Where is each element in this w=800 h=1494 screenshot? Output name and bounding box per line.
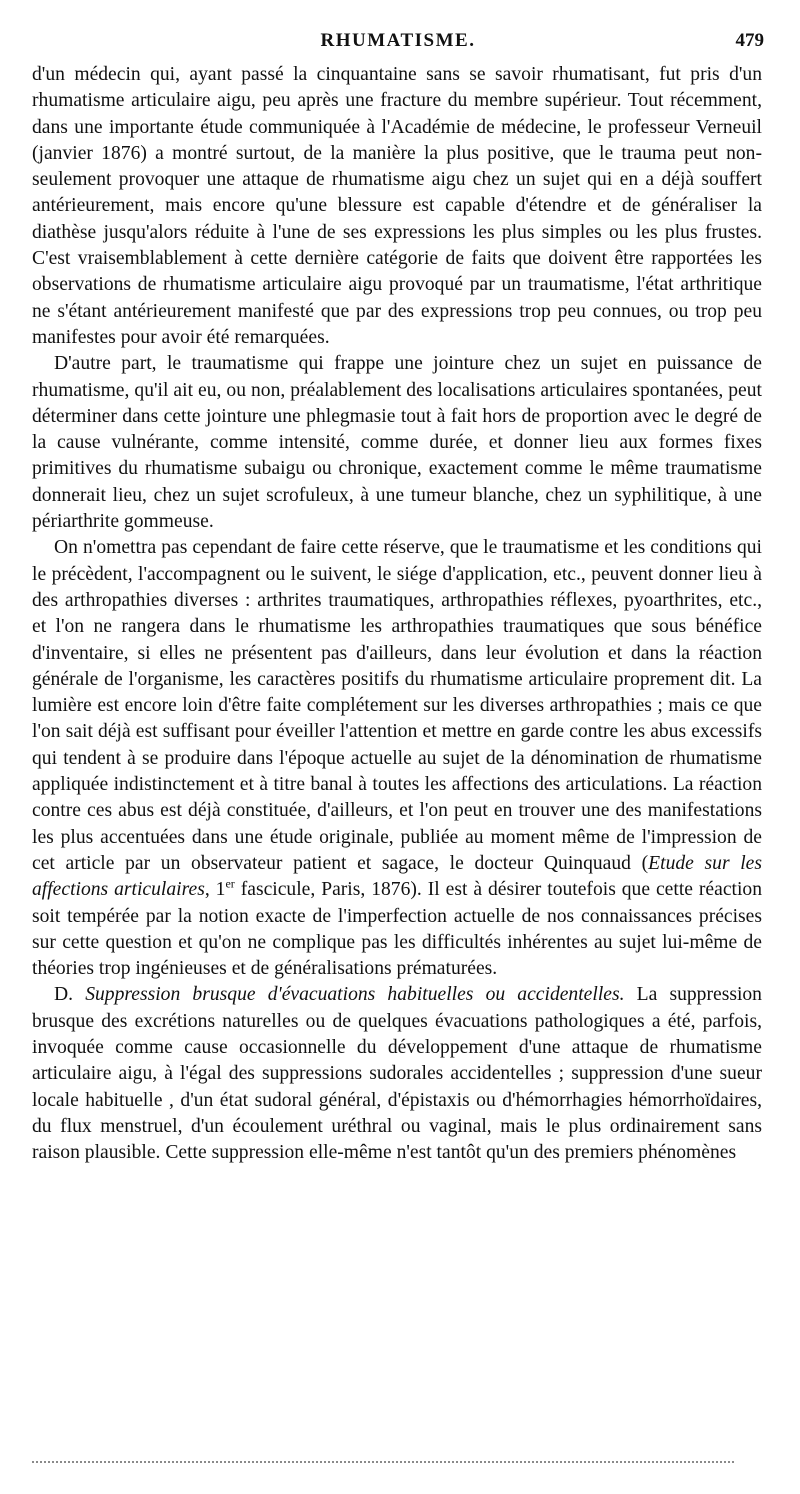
paragraph-4 [32,982,762,1166]
section-heading: Suppression brusque d'évacuations habituelles ou accidentelles. [85,984,625,1006]
footer-dotted-rule [32,1461,734,1463]
paragraph-4-text: La suppression brusque des excrétions naturelles ou de quelques évacuations pathologiques a été, parfois, invoquée comme cause occasionnelle du développement d'une attaque de rhumatisme articulaire aigu, à l'égal des suppressions sudorales accidentelles ; suppression d'une sueur locale habituelle , d'un état sudoral général, d'épistaxis ou d'hémorrhagies hémorrhoïdaires, du flux menstruel, d'un écoulement uréthral ou vaginal, mais le plus ordinairement sans raison plausible. Cette suppression elle-même n'est tantôt qu'un des premiers phénomènes [32,984,762,1164]
cited-work-title: Etude sur les affections articulaires [32,852,762,901]
section-label: D. [54,984,86,1006]
paragraph-3-text-b: , 1 [204,879,226,901]
running-title: RHUMATISME. [320,30,476,51]
paragraph-3 [32,535,762,982]
body-text [32,62,762,1166]
paragraph-1: d'un médecin qui, ayant passé la cinquantaine sans se savoir rhumatisant, fut pris d'un rhumatisme articulaire aigu, peu après une fracture du membre supérieur. Tout récemment, dans une importante étude communiquée à l'Académie de médecine, le professeur Verneuil (janvier 1876) a montré surtout, de la manière la plus positive, que le trauma peut non-seulement provoquer une attaque de rhumatisme aigu chez un sujet qui en a déjà souffert antérieurement, mais encore qu'une blessure est capable d'étendre et de généraliser la diathèse jusqu'alors réduite à l'une de ses expressions les plus simples ou les plus frustes. C'est vraisemblablement à cette dernière catégorie de faits que doivent être rapportées les observations de rhumatisme articulaire aigu provoqué par un traumatisme, l'état arthritique ne s'étant antérieurement manifesté que par des expressions trop peu connues, ou trop peu manifestes pour avoir été remarquées. [32,64,762,348]
paragraph-3-text-a: On n'omettra pas cependant de faire cette réserve, que le traumatisme et les conditions qui le précèdent, l'accompagnent ou le suivent, le siége d'application, etc., peuvent donner lieu à des arthropathies diverses : arthrites traumatiques, arthropathies réflexes, pyoarthrites, etc., et l'on ne rangera dans le rhumatisme les arthropathies traumatiques que sous bénéfice d'inventaire, si elles ne présentent pas d'ailleurs, dans leur évolution et dans la réaction générale de l'organisme, les caractères positifs du rhumatisme articulaire proprement dit. La lumière est encore loin d'être faite complétement sur les diverses arthropathies ; mais ce que l'on sait déjà est suffisant pour éveiller l'attention et mettre en garde contre les abus excessifs qui tendent à se produire dans l'époque actuelle au sujet de la dénomination de rhumatisme appliquée indistinctement et à titre banal à toutes les affections des articulations. La réaction contre ces abus est déjà constituée, d'ailleurs, et l'on peut en trouver une des manifestations les plus accentuées dans une étude originale, publiée au moment même de l'impression de cet article par un observateur patient et sagace, le docteur Quinquaud ( [32,537,762,874]
page-header [32,30,764,58]
page-number: 479 [735,30,764,51]
paragraph-3-text-c: fascicule, Paris, 1876). Il est à désirer toutefois que cette réaction soit tempérée par la notion exacte de l'imperfection actuelle de nos connaissances précises sur cette question et qu'on ne complique pas les difficultés inhérentes au sujet lui-même de théories trop ingénieuses et de généralisations prématurées. [32,879,762,980]
paragraph-2: D'autre part, le traumatisme qui frappe une jointure chez un sujet en puissance de rhumatisme, qu'il ait eu, ou non, préalablement des localisations articulaires spontanées, peut déterminer dans cette jointure une phlegmasie tout à fait hors de proportion avec le degré de la cause vulnérante, comme intensité, comme durée, et donner lieu aux formes fixes primitives du rhumatisme subaigu ou chronique, exactement comme le même traumatisme donnerait lieu, chez un sujet scrofuleux, à une tumeur blanche, chez un syphilitique, à une périarthrite gommeuse. [32,353,762,533]
ordinal-superscript: er [225,876,235,891]
